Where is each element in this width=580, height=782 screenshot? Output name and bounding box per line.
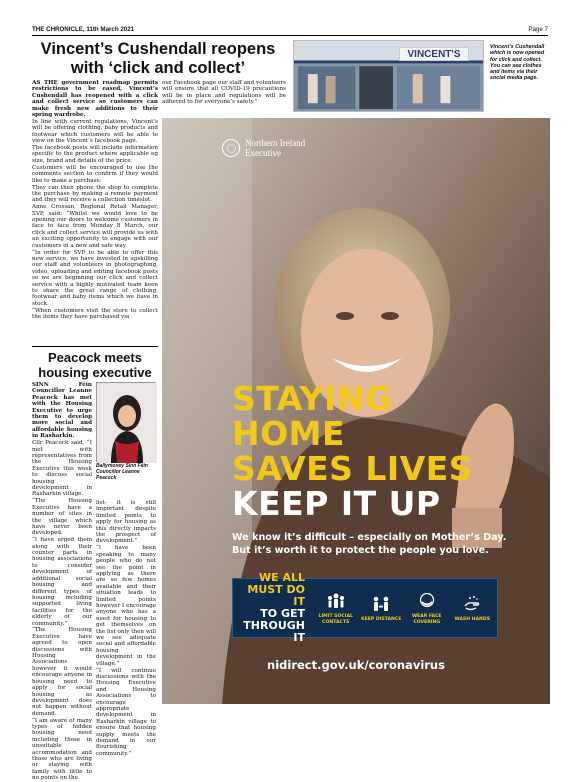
article-paragraph: They can then phone the shop to complete the purchase by making a remote payment and they will receive a collection timeslot.	[32, 184, 158, 204]
article-paragraph: list- it is still important despite limited points to apply for housing as this directly impacts the prospect of development.”	[96, 500, 156, 545]
guidance-item	[314, 591, 358, 625]
ni-executive-emblem-icon	[222, 139, 240, 157]
guidance-panel	[232, 571, 498, 644]
article-paragraph: Customers will be encouraged to use the comments section to confirm if they would like to make a purchase.	[32, 164, 158, 184]
shop-sign: VINCENT'S	[399, 47, 469, 61]
story1-headline: Vincent’s Cushendall reopens with ‘click and collect’	[40, 40, 276, 77]
story2-headline: Peacock meets housing executive	[32, 346, 158, 380]
article-paragraph: SINN Féin Councillor Leanne Peacock has met with the Housing Executive to urge them to develop more social and affordable housing in Rasharkin.	[32, 382, 92, 440]
article-paragraph: “I am aware of many types of hidden housing need including those in unsuitable accommodation and those who are living or staying with family with little to no points on the	[32, 717, 92, 782]
article-paragraph: “I will continue discussions with the Housing Executive and Housing Associations to encourage appropriate development in Rasharkin village to ensure that housing supply meets the demand in our flourishing community.”	[96, 667, 156, 757]
guidance-item-label: KEEP DISTANCE	[361, 616, 402, 622]
article-paragraph: “The Housing Executive have a number of sites in the village which have never been developed.	[32, 498, 92, 537]
headline-line-3: SAVES LIVES	[232, 449, 474, 488]
advert-subtext	[232, 531, 532, 557]
ni-executive-logo	[222, 138, 305, 158]
article-paragraph: In line with current regulations, Vincent’s will be offering clothing, baby products and footwear which customers will be able to view on the Vincent’s facebook page.	[32, 118, 158, 145]
guidance-item	[405, 591, 449, 625]
page-header	[32, 26, 548, 36]
panel-slogan-yellow: WE ALL MUST DO IT	[247, 571, 305, 608]
portrait-caption: Ballymoney Sinn Féin Councillor Leanne Peacock	[96, 463, 148, 481]
shop-photo-caption: Vincent’s Cushendall which is now opened for click and collect. You can see clothes and items via their social media page.	[490, 44, 545, 82]
wash-hands-icon	[462, 594, 482, 614]
subtext-line-1: We know it’s difficult – especially on Mother’s Day.	[232, 532, 507, 543]
headline-line-2: HOME	[232, 414, 346, 453]
article-paragraph: Anne Crossan, Regional Retail Manager, SVP, said: “Whilst we would love to be opening our doors to welcome customers in face to face from Monday 8 March, our click and collect service will provide us with an exciting opportunity to engage with our customers in a new and safe way.	[32, 204, 158, 249]
headline-keep-it-up: KEEP IT UP	[232, 484, 441, 523]
shop-photo	[293, 40, 484, 112]
story2-column-2	[96, 500, 156, 758]
article-paragraph: “In order for SVP to be able to offer this new service, we have invested in upskilling our staff and volunteers in photographing, video, uploading and editing facebook posts so we are beginning our click and collect service with a highly motivated team keen to share the great range of clothing, footwear and baby items which we have in stock.	[32, 249, 158, 307]
article-paragraph: Cllr Peacock said, “I met with representatives from the Housing Executive this week to discuss social housing development in Rasharkin village.	[32, 440, 92, 498]
people-icon	[326, 591, 346, 611]
advert-headline	[232, 381, 473, 521]
guidance-item	[359, 594, 403, 622]
panel-slogan-white: TO GET THROUGH IT	[243, 607, 305, 644]
story2-column-1	[32, 382, 92, 782]
panel-slogan	[233, 571, 311, 644]
logo-line-2: Executive	[245, 148, 281, 158]
distance-icon	[371, 594, 391, 614]
guidance-item-label: WASH HANDS	[454, 616, 491, 622]
logo-line-1: Northern Ireland	[245, 138, 306, 148]
advert-url: nidirect.gov.uk/coronavirus	[267, 658, 445, 672]
page-number: Page 7	[528, 26, 548, 33]
article-paragraph: AS THE government roadmap permits restrictions to be eased, Vincent’s Cushendall has reopened with a click and collect service so customers can make fresh new additions to their spring wardrobe.	[32, 80, 158, 119]
guidance-item	[450, 594, 494, 622]
story1-column-2	[162, 80, 286, 106]
article-paragraph: “The Housing Executive have agreed to open discussions with Housing Associations however it would encourage anyone in housing need to apply for social housing as development does not happen without demand.	[32, 627, 92, 717]
article-paragraph: “I have been speaking to many people who do not see the point in applying as there are so few homes available and their situation leads to limited points however I encourage anyone who has a need for housing to get themselves on the list only then will we see adequate social and affordable housing development in the village.”	[96, 545, 156, 667]
paper-dateline: THE CHRONICLE, 11th March 2021	[32, 26, 135, 33]
headline-line-1: STAYING	[232, 379, 393, 418]
article-paragraph: The facebook posts will include information specific to the product where applicable eg size, brand and details of the price.	[32, 145, 158, 164]
article-paragraph: “When customers visit the store to collect the items they have purchased via	[32, 307, 158, 321]
face-covering-icon	[417, 591, 437, 611]
article-paragraph: “I have urged them along with their counter parts in housing associations to consider development of additional social housing and different types of housing including supported living facilities for the elderly of our community.”	[32, 537, 92, 627]
story1-column-1	[32, 80, 158, 321]
subtext-line-2: But it’s worth it to protect the people you love.	[232, 545, 489, 556]
guidance-item-label: LIMIT SOCIAL CONTACTS	[318, 614, 353, 625]
article-paragraph: our Facebook page our staff and volunteers will ensure that all COVID-19 precautions will be in place and regulations will be adhered to for everyone’s safety.”	[162, 80, 286, 106]
guidance-item-label: WEAR FACE COVERING	[411, 614, 442, 625]
public-health-advert	[162, 118, 550, 704]
councillor-portrait	[96, 382, 156, 462]
